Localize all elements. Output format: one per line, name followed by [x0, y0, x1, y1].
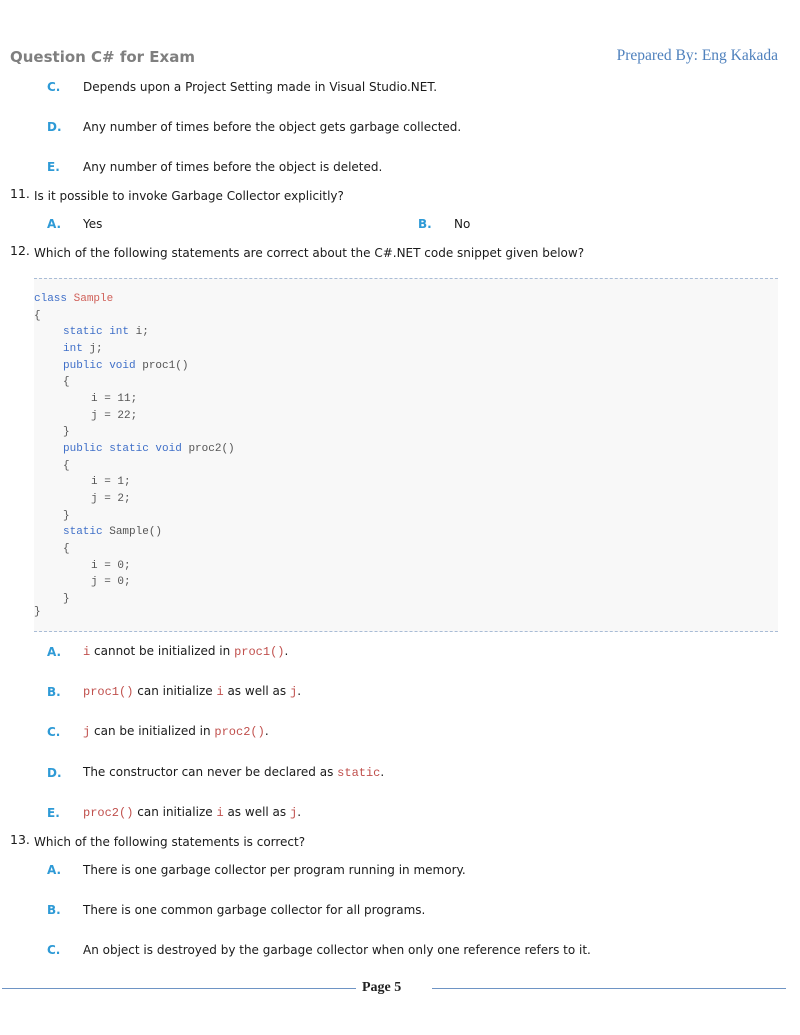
- code-line-1: class Sample: [34, 293, 114, 305]
- q12-option-e-letter: E.: [47, 806, 60, 820]
- q10-option-c-text: Depends upon a Project Setting made in Visual Studio.NET.: [83, 80, 438, 94]
- q12-option-c-text: j can be initialized in proc2().: [83, 724, 269, 739]
- q13-option-c-text: An object is destroyed by the garbage collector when only one reference refers to it.: [83, 943, 591, 957]
- footer-divider-left: [2, 988, 356, 989]
- q11-option-b-letter: B.: [418, 217, 432, 231]
- code-line-20: }: [34, 606, 41, 618]
- code-line-8: j = 22;: [91, 410, 138, 422]
- code-line-7: i = 11;: [91, 393, 138, 405]
- q10-option-c-letter: C.: [47, 80, 61, 94]
- code-line-5: public void proc1(): [63, 360, 189, 372]
- code-line-3: static int i;: [63, 326, 149, 338]
- header-title: Question C# for Exam: [10, 48, 195, 66]
- code-line-4: int j;: [63, 343, 103, 355]
- q10-option-d-letter: D.: [47, 120, 62, 134]
- footer-divider-right: [432, 988, 786, 989]
- q12-number: 12.: [10, 243, 30, 258]
- q11-number: 11.: [10, 186, 30, 201]
- q13-option-a-text: There is one garbage collector per program running in memory.: [83, 863, 466, 877]
- code-line-15: static Sample(): [63, 526, 163, 538]
- q13-option-c-letter: C.: [47, 943, 61, 957]
- code-line-10: public static void proc2(): [63, 443, 235, 455]
- code-line-18: j = 0;: [91, 576, 131, 588]
- q12-option-c-letter: C.: [47, 725, 61, 739]
- q12-text: Which of the following statements are correct about the C#.NET code snippet given below?: [34, 246, 585, 260]
- q11-option-b-text: No: [454, 217, 471, 231]
- q12-option-b-text: proc1() can initialize i as well as j.: [83, 684, 302, 699]
- q13-option-a-letter: A.: [47, 863, 62, 877]
- code-line-14: }: [63, 510, 70, 522]
- code-line-16: {: [63, 543, 70, 555]
- q11-text: Is it possible to invoke Garbage Collector explicitly?: [34, 189, 344, 203]
- code-line-19: }: [63, 593, 70, 605]
- q13-text: Which of the following statements is correct?: [34, 835, 306, 849]
- q12-option-a-letter: A.: [47, 645, 62, 659]
- q12-option-d-letter: D.: [47, 766, 62, 780]
- q12-option-e-text: proc2() can initialize i as well as j.: [83, 805, 302, 820]
- code-line-9: }: [63, 426, 70, 438]
- q12-option-a-text: i cannot be initialized in proc1().: [83, 644, 289, 659]
- code-line-13: j = 2;: [91, 493, 131, 505]
- q10-option-e-text: Any number of times before the object is deleted.: [83, 160, 383, 174]
- q11-option-a-letter: A.: [47, 217, 62, 231]
- code-line-2: {: [34, 310, 41, 322]
- q10-option-d-text: Any number of times before the object gets garbage collected.: [83, 120, 462, 134]
- header-author: Prepared By: Eng Kakada: [616, 47, 778, 64]
- code-line-6: {: [63, 376, 70, 388]
- q11-option-a-text: Yes: [83, 217, 103, 231]
- q12-option-d-text: The constructor can never be declared as static.: [83, 765, 385, 780]
- code-line-17: i = 0;: [91, 560, 131, 572]
- code-line-12: i = 1;: [91, 476, 131, 488]
- q13-option-b-letter: B.: [47, 903, 61, 917]
- q12-option-b-letter: B.: [47, 685, 61, 699]
- q10-option-e-letter: E.: [47, 160, 60, 174]
- q13-option-b-text: There is one common garbage collector for all programs.: [83, 903, 426, 917]
- q13-number: 13.: [10, 832, 30, 847]
- code-line-11: {: [63, 460, 70, 472]
- page-number: Page 5: [362, 980, 402, 995]
